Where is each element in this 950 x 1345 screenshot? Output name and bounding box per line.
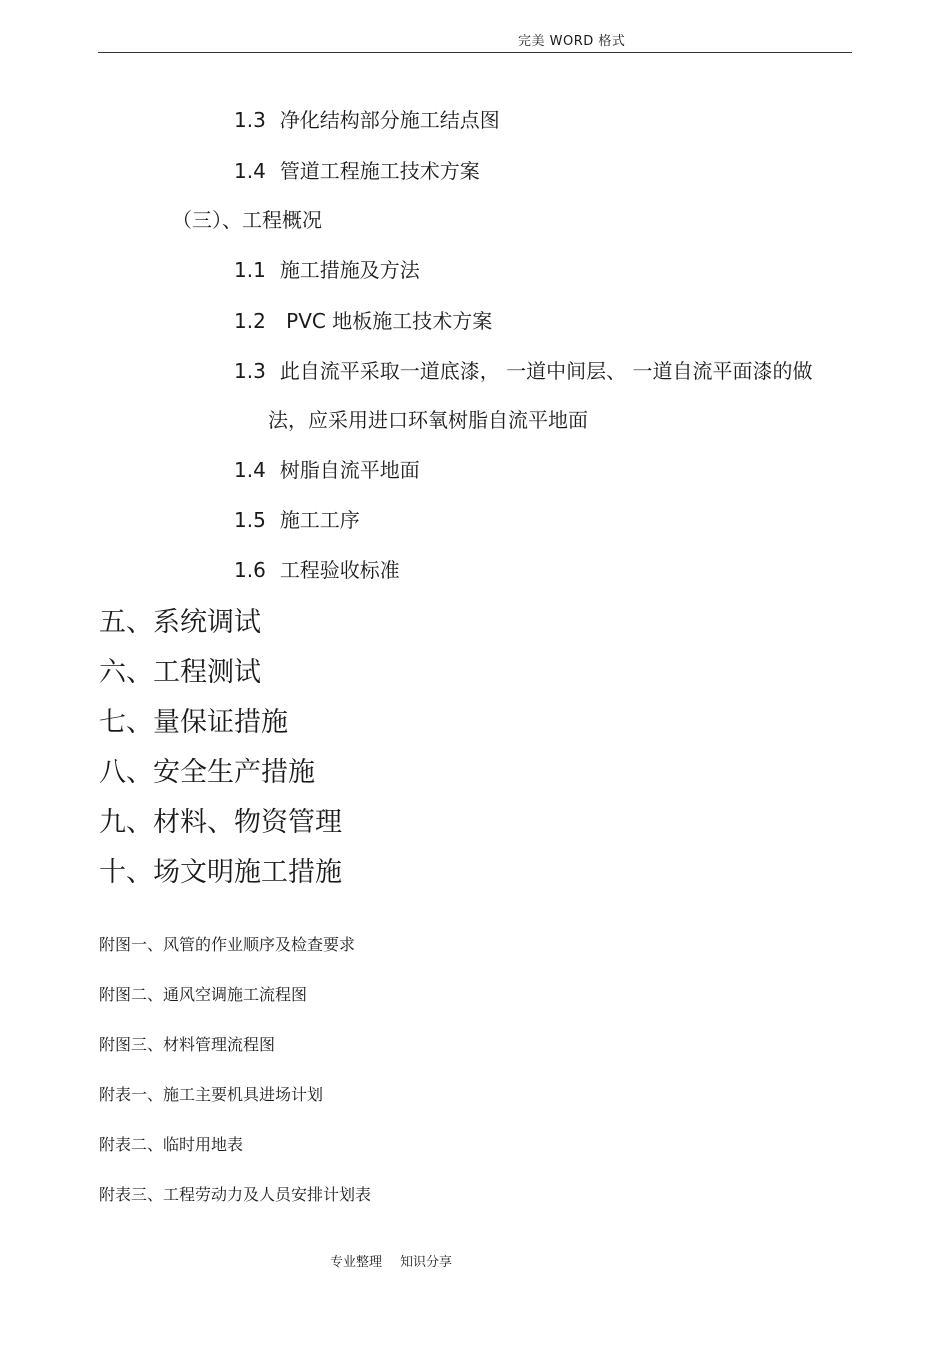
toc-item-text: 施工措施及方法 <box>279 258 420 282</box>
toc-appendix: 附图一、风管的作业顺序及检查要求 <box>99 935 356 954</box>
page-header <box>98 28 852 53</box>
toc-appendix: 附表二、临时用地表 <box>99 1135 244 1154</box>
toc-item <box>234 454 420 483</box>
toc-item-number: 1.6 <box>234 558 266 582</box>
toc-item-text: 净化结构部分施工结点图 <box>279 108 500 132</box>
toc-item-text: 树脂自流平地面 <box>279 458 420 482</box>
toc-appendix: 附表三、工程劳动力及人员安排计划表 <box>99 1185 372 1204</box>
footer-right-text: 知识分享 <box>400 1255 453 1270</box>
toc-item-text: 管道工程施工技术方案 <box>279 159 480 183</box>
toc-chapter: 九、材料、物资管理 <box>99 807 342 838</box>
toc-chapter: 六、工程测试 <box>99 657 261 688</box>
toc-item-number: 1.5 <box>234 508 266 532</box>
toc-item-text: 此自流平采取一道底漆， 一道中间层、 一道自流平面漆的做 <box>279 359 813 383</box>
toc-chapter: 七、量保证措施 <box>99 707 288 738</box>
toc-chapter: 五、系统调试 <box>99 607 261 638</box>
toc-item <box>234 155 480 184</box>
toc-item <box>234 254 420 283</box>
toc-section-heading: （三）、工程概况 <box>172 208 322 232</box>
toc-appendix: 附图二、通风空调施工流程图 <box>99 985 308 1004</box>
toc-item <box>234 554 400 583</box>
toc-item <box>234 504 360 533</box>
toc-item-number: 1.3 <box>234 359 266 383</box>
toc-item <box>234 104 500 133</box>
header-text: 完美 WORD 格式 <box>518 34 626 49</box>
toc-item-continuation: 法，应采用进口环氧树脂自流平地面 <box>268 408 588 432</box>
footer-left-text: 专业整理 <box>330 1255 383 1270</box>
toc-item-number: 1.1 <box>234 258 266 282</box>
toc-chapter: 八、安全生产措施 <box>99 757 315 788</box>
page-footer <box>330 1251 452 1270</box>
toc-chapter: 十、场文明施工措施 <box>99 857 342 888</box>
toc-item-number: 1.3 <box>234 108 266 132</box>
toc-item <box>234 355 813 384</box>
toc-item-number: 1.4 <box>234 159 266 183</box>
toc-appendix: 附表一、施工主要机具进场计划 <box>99 1085 324 1104</box>
toc-item <box>234 305 492 334</box>
toc-item-text: 工程验收标准 <box>279 558 400 582</box>
toc-item-text: 施工工序 <box>279 508 360 532</box>
toc-item-number: 1.2 <box>234 309 266 333</box>
toc-item-text: PVC 地板施工技术方案 <box>279 309 493 333</box>
toc-item-number: 1.4 <box>234 458 266 482</box>
toc-appendix: 附图三、材料管理流程图 <box>99 1035 276 1054</box>
